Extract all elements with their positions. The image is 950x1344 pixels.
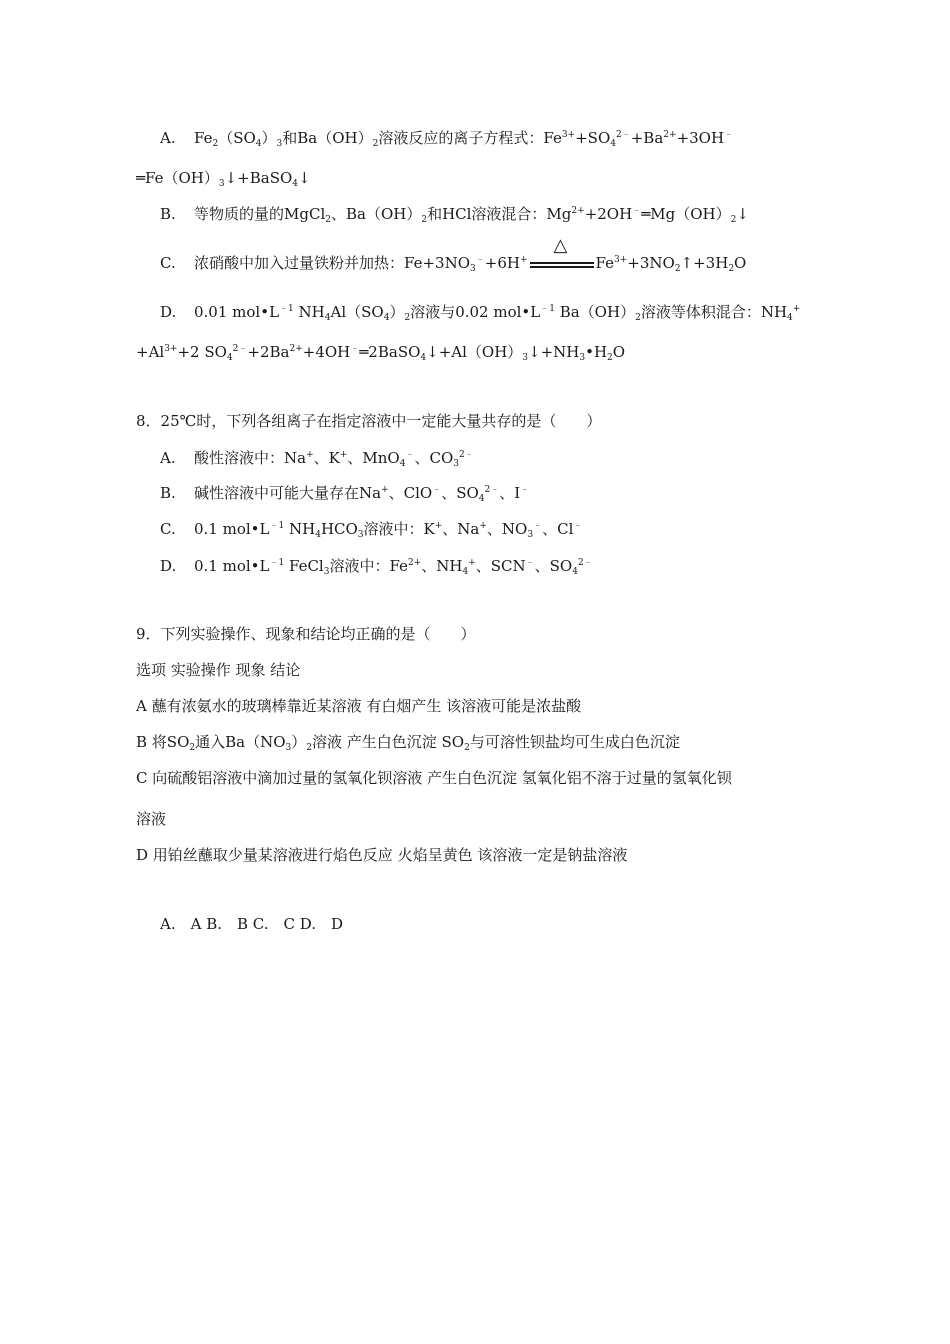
q8-a-sup: + <box>306 450 314 460</box>
q8-d-text: 溶液中：Fe <box>329 557 408 575</box>
q8-b-text: 、I <box>499 484 521 502</box>
q8-stem: 8．25℃时，下列各组离子在指定溶液中一定能大量共存的是（ ） <box>136 412 602 430</box>
q7-a2-sub: 3 <box>218 179 225 189</box>
q7-a2-sub: 4 <box>292 179 299 189</box>
q7-d-sup: + <box>792 304 801 314</box>
q7-option-c <box>160 235 747 274</box>
q7-b-sup: 2+ <box>571 206 585 216</box>
q7-d-sub: 4 <box>324 313 331 323</box>
q7-a-sub: 2 <box>372 139 379 149</box>
q8-a-sub: 3 <box>453 459 459 469</box>
q8-b-text: 碱性溶液中可能大量存在Na <box>194 484 382 502</box>
q8-a-label: A. <box>160 449 176 467</box>
double-line-top <box>530 262 594 264</box>
q7-d-sub: 2 <box>404 313 411 323</box>
q7-d-sup: ﹣1 <box>279 304 294 314</box>
q7-a-sub: 4 <box>255 139 262 149</box>
q7-d2-text: +4OH <box>302 343 351 361</box>
q7-option-b <box>160 204 749 224</box>
q7-c-sup: ﹣ <box>475 255 485 265</box>
q8-c-sub: 3 <box>357 530 364 540</box>
q9-table-header: 选项 实验操作 现象 结论 <box>136 661 301 679</box>
q8-c-text: HCO <box>320 520 358 538</box>
q7-d-sub: 4 <box>383 313 390 323</box>
q7-b-sup: ﹣ <box>632 206 642 216</box>
q8-option-c <box>160 519 582 539</box>
q7-b-sub: 2 <box>421 215 428 225</box>
q9-answer-options: A. A B. B C. C D. D <box>160 915 344 933</box>
q7-a-sub: 4 <box>610 139 616 149</box>
q7-c-sup: + <box>519 255 528 265</box>
q9-b-text: ） <box>291 733 307 751</box>
q7-d2-text: +2 SO <box>177 343 227 361</box>
q8-b-text: 、SO <box>441 484 479 502</box>
q7-option-d-continued <box>136 342 625 362</box>
q7-a-sup: 3+ <box>561 130 576 140</box>
q9-stem: 9．下列实验操作、现象和结论均正确的是（ ） <box>136 625 476 643</box>
q8-c-sup: ﹣ <box>533 521 543 531</box>
q8-d-text: FeCl <box>284 557 324 575</box>
q8-option-b <box>160 483 529 503</box>
q8-d-sup: 2+ <box>407 558 422 568</box>
q8-c-sup: ﹣ <box>573 521 583 531</box>
q7-c-text: ↑+3H <box>680 254 729 272</box>
q7-a-sup: 2+ <box>663 130 677 140</box>
q8-d-sup: 2﹣ <box>577 558 593 568</box>
q9-b-sub: 3 <box>285 743 292 753</box>
q7-d2-sup: 3+ <box>164 344 178 354</box>
q7-a-text: ） <box>261 129 277 147</box>
q7-d2-text: •H <box>585 343 608 361</box>
q7-c-text: +6H <box>484 254 520 272</box>
q8-b-sub: 4 <box>478 494 485 504</box>
q7-a-sup: 2﹣ <box>616 130 631 140</box>
q9-b-sub: 2 <box>464 743 470 753</box>
q7-d2-text: ═2BaSO <box>359 343 421 361</box>
q9-b-sub: 2 <box>306 743 312 753</box>
q7-d-text: Al（SO <box>330 303 384 321</box>
q8-d-sub: 4 <box>572 567 578 577</box>
q8-d-sub: 4 <box>462 567 469 577</box>
q7-d2-text: ↓+NH <box>528 343 580 361</box>
q7-option-a <box>160 128 733 148</box>
q7-d2-text: O <box>612 343 626 361</box>
q9-b-text: 通入Ba（NO <box>195 733 286 751</box>
q8-c-text: 溶液中：K <box>363 520 435 538</box>
q7-d2-sub: 3 <box>522 353 529 363</box>
q7-d2-text: +Al <box>136 343 165 361</box>
q7-d2-sup: 2+ <box>289 344 303 354</box>
q7-a-sup: ﹣ <box>724 130 734 140</box>
q7-a-text: （SO <box>218 129 256 147</box>
q9-row-a: A 蘸有浓氨水的玻璃棒靠近某溶液 有白烟产生 该溶液可能是浓盐酸 <box>136 697 582 715</box>
q7-c-sub: 3 <box>470 264 476 274</box>
delta-heat-icon: △ <box>553 235 568 256</box>
q7-c-text: O <box>734 254 747 272</box>
q7-d-text: 0.01 mol•L <box>194 303 280 321</box>
q8-b-sup: + <box>381 485 389 495</box>
q7-d-sub: 4 <box>787 313 793 323</box>
q7-b-sub: 2 <box>730 215 737 225</box>
q7-b-text: ↓ <box>736 205 749 223</box>
q8-c-sup: + <box>434 521 443 531</box>
q7-d-sub: 2 <box>635 313 641 323</box>
q8-b-sup: 2﹣ <box>484 485 500 495</box>
q8-c-sub: 3 <box>527 530 534 540</box>
q8-c-sup: ﹣1 <box>269 521 285 531</box>
q8-c-label: C. <box>160 520 176 538</box>
q7-b-text: 和HCl溶液混合：Mg <box>427 205 572 223</box>
q7-d2-text: ↓+Al（OH） <box>426 343 523 361</box>
q9-row-c: C 向硫酸铝溶液中滴加过量的氢氧化钡溶液 产生白色沉淀 氢氧化铝不溶于过量的氢氧化钡 <box>136 769 732 787</box>
q8-c-sup: + <box>479 521 487 531</box>
q8-a-text: 酸性溶液中：Na <box>194 449 307 467</box>
q7-b-text: 等物质的量的MgCl <box>194 205 326 223</box>
q8-d-text: 、SO <box>534 557 573 575</box>
q7-d-text: 溶液等体积混合：NH <box>640 303 788 321</box>
q7-b-text: 、Ba（OH） <box>330 205 422 223</box>
q7-d2-sub: 4 <box>226 353 233 363</box>
q8-a-sub: 4 <box>399 459 406 469</box>
q7-b-text: +2OH <box>584 205 633 223</box>
q9-b-text: 与可溶性钡盐均可生成白色沉淀 <box>469 733 680 751</box>
q7-d-label: D. <box>160 303 177 321</box>
q8-a-text: 、K <box>313 449 340 467</box>
q7-b-label: B. <box>160 205 176 223</box>
q7-d-sup: ﹣1 <box>540 304 555 314</box>
q7-d2-sub: 2 <box>607 353 613 363</box>
q8-d-text: 0.1 mol•L <box>194 557 270 575</box>
q8-d-text: 、SCN <box>475 557 526 575</box>
q7-a-text: 溶液反应的离子方程式：Fe <box>378 129 562 147</box>
q8-c-text: 、Cl <box>542 520 574 538</box>
q7-d2-sup: ﹣ <box>350 344 360 354</box>
q8-d-sub: 3 <box>323 567 330 577</box>
q8-b-sup: ﹣ <box>520 485 530 495</box>
q8-a-sup: ﹣ <box>405 450 415 460</box>
q8-a-sup: + <box>339 450 348 460</box>
q7-a-text: +Ba <box>630 129 664 147</box>
q7-c-text: Fe <box>595 254 614 272</box>
q7-a-text: +SO <box>575 129 611 147</box>
q7-c-text: +3NO <box>627 254 675 272</box>
q8-a-text: 、MnO <box>347 449 400 467</box>
q7-c-sup: 3+ <box>613 255 628 265</box>
q9-row-b <box>136 732 680 752</box>
q8-d-sup: ﹣ <box>525 558 535 568</box>
q7-a-text: 和Ba（OH） <box>282 129 373 147</box>
q7-a-text: Fe <box>194 129 213 147</box>
q7-c-label: C. <box>160 254 176 272</box>
q7-d-text: Ba（OH） <box>554 303 636 321</box>
q8-a-sup: 2﹣ <box>458 450 474 460</box>
q7-c-text: 浓硝酸中加入过量铁粉并加热：Fe+3NO <box>194 254 471 272</box>
q8-option-d <box>160 556 593 576</box>
q7-a2-text: ↓ <box>298 169 311 187</box>
q7-a-sub: 3 <box>276 139 283 149</box>
q8-c-text: 、Na <box>442 520 480 538</box>
q7-a2-text: ↓+BaSO <box>224 169 293 187</box>
q7-b-sub: 2 <box>325 215 331 225</box>
q7-c-sub: 2 <box>674 264 681 274</box>
q7-option-a-continued <box>136 168 311 188</box>
q7-d2-sub: 3 <box>579 353 586 363</box>
q8-c-text: 、NO <box>486 520 528 538</box>
q8-option-a <box>160 448 474 468</box>
heating-arrow <box>530 235 594 274</box>
q7-b-text: ═Mg（OH） <box>641 205 731 223</box>
q7-d2-text: +2Ba <box>247 343 290 361</box>
q9-row-c-continued: 溶液 <box>136 810 167 828</box>
q8-c-text: 0.1 mol•L <box>194 520 270 538</box>
q7-a-label: A. <box>160 129 176 147</box>
q8-d-sup: ﹣1 <box>269 558 285 568</box>
q7-a2-text: ═Fe（OH） <box>136 169 219 187</box>
q7-d-text: NH <box>293 303 325 321</box>
q7-c-sub: 2 <box>728 264 735 274</box>
q8-d-label: D. <box>160 557 177 575</box>
q8-c-text: NH <box>284 520 316 538</box>
q7-option-d <box>160 302 800 322</box>
q9-b-text: 溶液 产生白色沉淀 SO <box>311 733 465 751</box>
q7-d-text: 溶液与0.02 mol•L <box>410 303 541 321</box>
q9-row-d: D 用铂丝蘸取少量某溶液进行焰色反应 火焰呈黄色 该溶液一定是钠盐溶液 <box>136 846 628 864</box>
q7-a-sub: 2 <box>212 139 219 149</box>
double-line-bottom <box>530 266 594 268</box>
q7-d2-sup: 2﹣ <box>232 344 248 354</box>
q8-c-sub: 4 <box>315 530 321 540</box>
q8-b-text: 、ClO <box>388 484 433 502</box>
q8-a-text: 、CO <box>414 449 454 467</box>
q8-b-sup: ﹣ <box>432 485 442 495</box>
q8-b-label: B. <box>160 484 176 502</box>
q7-d-text: ） <box>389 303 405 321</box>
q8-d-text: 、NH <box>421 557 463 575</box>
q7-d2-sub: 4 <box>420 353 427 363</box>
q9-b-text: B 将SO <box>136 733 190 751</box>
q7-a-text: +3OH <box>676 129 725 147</box>
q9-b-sub: 2 <box>189 743 196 753</box>
q8-d-sup: + <box>468 558 476 568</box>
